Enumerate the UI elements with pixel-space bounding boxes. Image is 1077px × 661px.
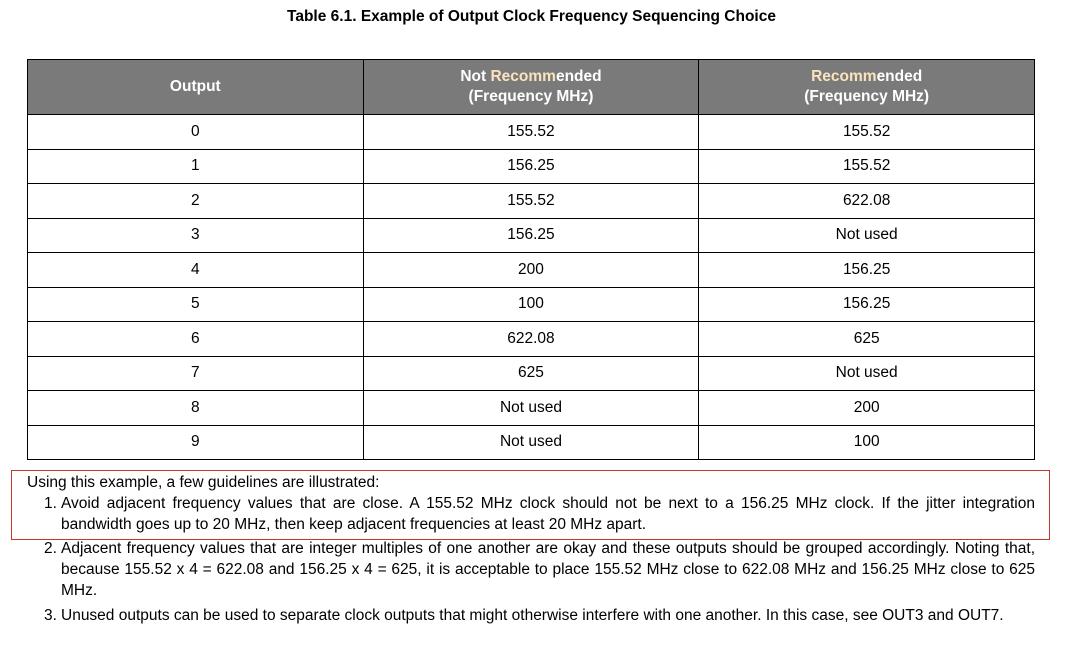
cell-not-recommended: 622.08 [363, 322, 699, 357]
cell-recommended: 155.52 [699, 115, 1035, 150]
guidelines-intro: Using this example, a few guidelines are illustrated: [27, 474, 380, 491]
cell-not-recommended: 155.52 [363, 115, 699, 150]
header-not-recommended [363, 60, 699, 115]
cell-output: 3 [28, 218, 364, 253]
cell-recommended: 622.08 [699, 184, 1035, 219]
frequency-table [27, 59, 1035, 460]
guidelines-list [27, 493, 1035, 626]
cell-output: 2 [28, 184, 364, 219]
list-item-number: 2. [44, 540, 57, 557]
header-not-recommended-pre: Not [460, 68, 491, 85]
header-recommended-post: ended [876, 68, 923, 85]
cell-recommended: 156.25 [699, 253, 1035, 288]
cell-output: 7 [28, 356, 364, 391]
list-item-text: Adjacent frequency values that are integer multiples of one another are okay and these outputs should be grouped accordingly. Noting that, because 155.52 x 4 = 622.08 and 156.25 x 4 = 625, it is acceptable to place 155.52 MHz close to 622.08 MHz and 156.25 MHz close to 625 MHz. [61, 540, 1035, 599]
header-not-recommended-unit: (Frequency MHz) [468, 88, 594, 105]
guidelines-section [27, 472, 1035, 626]
table-row [28, 218, 1035, 253]
cell-not-recommended: 100 [363, 287, 699, 322]
header-not-recommended-post: ended [555, 68, 602, 85]
cell-not-recommended: Not used [363, 425, 699, 460]
header-recommended-highlight: Recomm [811, 68, 877, 85]
table-row [28, 149, 1035, 184]
cell-not-recommended: 625 [363, 356, 699, 391]
cell-recommended: 156.25 [699, 287, 1035, 322]
cell-output: 1 [28, 149, 364, 184]
cell-not-recommended: 156.25 [363, 149, 699, 184]
list-item [27, 538, 1035, 601]
list-item-text: Avoid adjacent frequency values that are close. A 155.52 MHz clock should not be next to a 156.25 MHz clock. If the jitter integration bandwidth goes up to 20 MHz, then keep adjacent frequencies at least 20 MHz apart. [61, 495, 1035, 533]
cell-output: 5 [28, 287, 364, 322]
cell-not-recommended: Not used [363, 391, 699, 426]
table-row [28, 115, 1035, 150]
cell-recommended: Not used [699, 218, 1035, 253]
header-not-recommended-highlight: Recomm [490, 68, 556, 85]
table-row [28, 287, 1035, 322]
header-output: Output [28, 60, 364, 115]
cell-recommended: 200 [699, 391, 1035, 426]
table-row [28, 356, 1035, 391]
table-row [28, 425, 1035, 460]
table-row [28, 253, 1035, 288]
cell-output: 6 [28, 322, 364, 357]
cell-recommended: 625 [699, 322, 1035, 357]
list-item [27, 605, 1035, 626]
list-item-text: Unused outputs can be used to separate clock outputs that might otherwise interfere with one another. In this case, see OUT3 and OUT7. [61, 607, 1004, 624]
header-recommended-unit: (Frequency MHz) [804, 88, 930, 105]
cell-recommended: Not used [699, 356, 1035, 391]
table-header-row [28, 60, 1035, 115]
cell-output: 0 [28, 115, 364, 150]
list-item [27, 493, 1035, 535]
cell-output: 4 [28, 253, 364, 288]
cell-not-recommended: 156.25 [363, 218, 699, 253]
cell-not-recommended: 200 [363, 253, 699, 288]
cell-output: 8 [28, 391, 364, 426]
table-caption: Table 6.1. Example of Output Clock Frequency Sequencing Choice [287, 8, 776, 25]
cell-not-recommended: 155.52 [363, 184, 699, 219]
list-item-number: 3. [44, 607, 57, 624]
cell-output: 9 [28, 425, 364, 460]
cell-recommended: 100 [699, 425, 1035, 460]
table-row [28, 184, 1035, 219]
table-row [28, 391, 1035, 426]
table-row [28, 322, 1035, 357]
header-recommended [699, 60, 1035, 115]
list-item-number: 1. [44, 495, 57, 512]
cell-recommended: 155.52 [699, 149, 1035, 184]
